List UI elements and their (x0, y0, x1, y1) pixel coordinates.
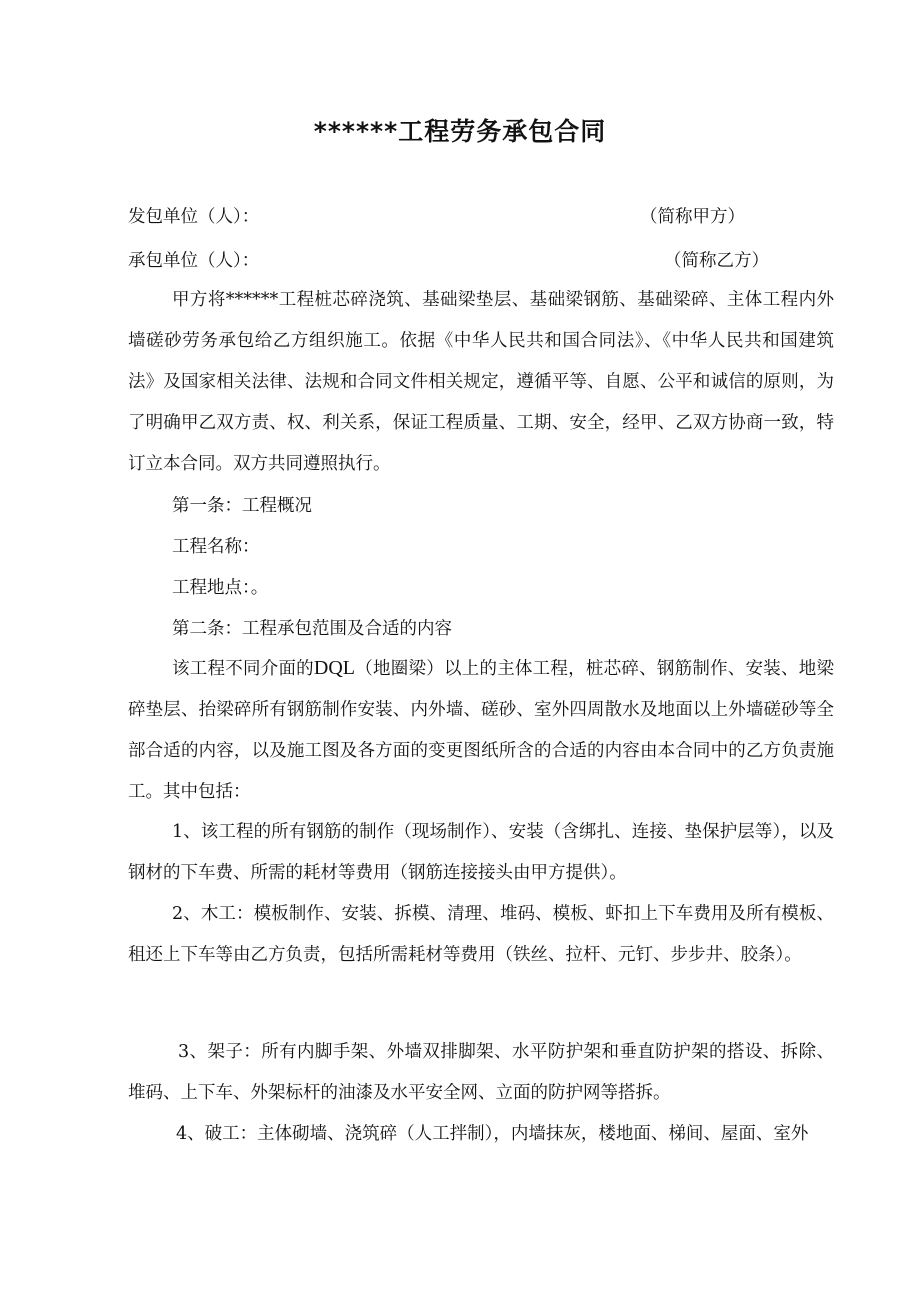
scope-item-1: 1、该工程的所有钢筋的制作（现场制作）、安装（含绑扎、连接、垫保护层等），以及钢材的下车费、所需的耗材等费用（钢筋连接接头由甲方提供）。 (128, 822, 834, 883)
party-a-abbr: （简称甲方） (640, 207, 745, 227)
scope-item-2: 2、木工：模板制作、安装、拆模、清理、堆码、模板、虾扣上下车费用及所有模板、租还上下车等由乙方负责，包括所需耗材等费用（铁丝、拉杆、元钉、步步井、胶条）。 (128, 904, 834, 965)
scope-paragraph (128, 648, 834, 813)
article-2-heading: 第二条：工程承包范围及合适的内容 (172, 619, 452, 639)
party-b-abbr: （简称乙方） (664, 251, 769, 271)
party-a-label: 发包单位（人）： (128, 207, 260, 227)
scope-item-3: 3、架子：所有内脚手架、外墙双排脚架、水平防护架和垂直防护架的搭设、拆除、堆码、上下车、外架标杆的油漆及水平安全网、立面的防护网等搭拆。 (128, 1042, 834, 1103)
article-1-heading: 第一条：工程概况 (172, 496, 312, 516)
project-name-label: 工程名称： (172, 537, 260, 557)
scope-item-4: 4、破工：主体砌墙、浇筑碎（人工拌制），内墙抹灰，楼地面、梯间、屋面、室外 (176, 1124, 809, 1144)
scope-pre: 该工程不同介面的 (172, 659, 314, 679)
scope-post: （地圈梁）以上的主体工程，桩芯碎、钢筋制作、安装、地梁碎垫层、抬梁碎所有钢筋制作安装、内外墙、磋砂、室外四周散水及地面以上外墙磋砂等全部合适的内容，以及施工图及各方面的变更图纸所含的合适的内容由本合同中的乙方负责施工。其中包括： (128, 659, 835, 802)
project-location-label: 工程地点：。 (172, 578, 269, 598)
intro-paragraph: 甲方将******工程桩芯碎浇筑、基础梁垫层、基础梁钢筋、基础梁碎、主体工程内外墙磋砂劳务承包给乙方组织施工。依据《中华人民共和国合同法》、《中华人民共和国建筑法》及国家相关法律、法规和合同文件相关规定，遵循平等、自愿、公平和诚信的原则，为了明确甲乙双方责、权、利关系，保证工程质量、工期、安全，经甲、乙双方协商一致，特订立本合同。双方共同遵照执行。 (128, 290, 834, 474)
document-title: ******工程劳务承包合同 (313, 117, 607, 146)
scope-dql: DQL (313, 657, 356, 679)
party-b-label: 承包单位（人）： (128, 251, 260, 271)
